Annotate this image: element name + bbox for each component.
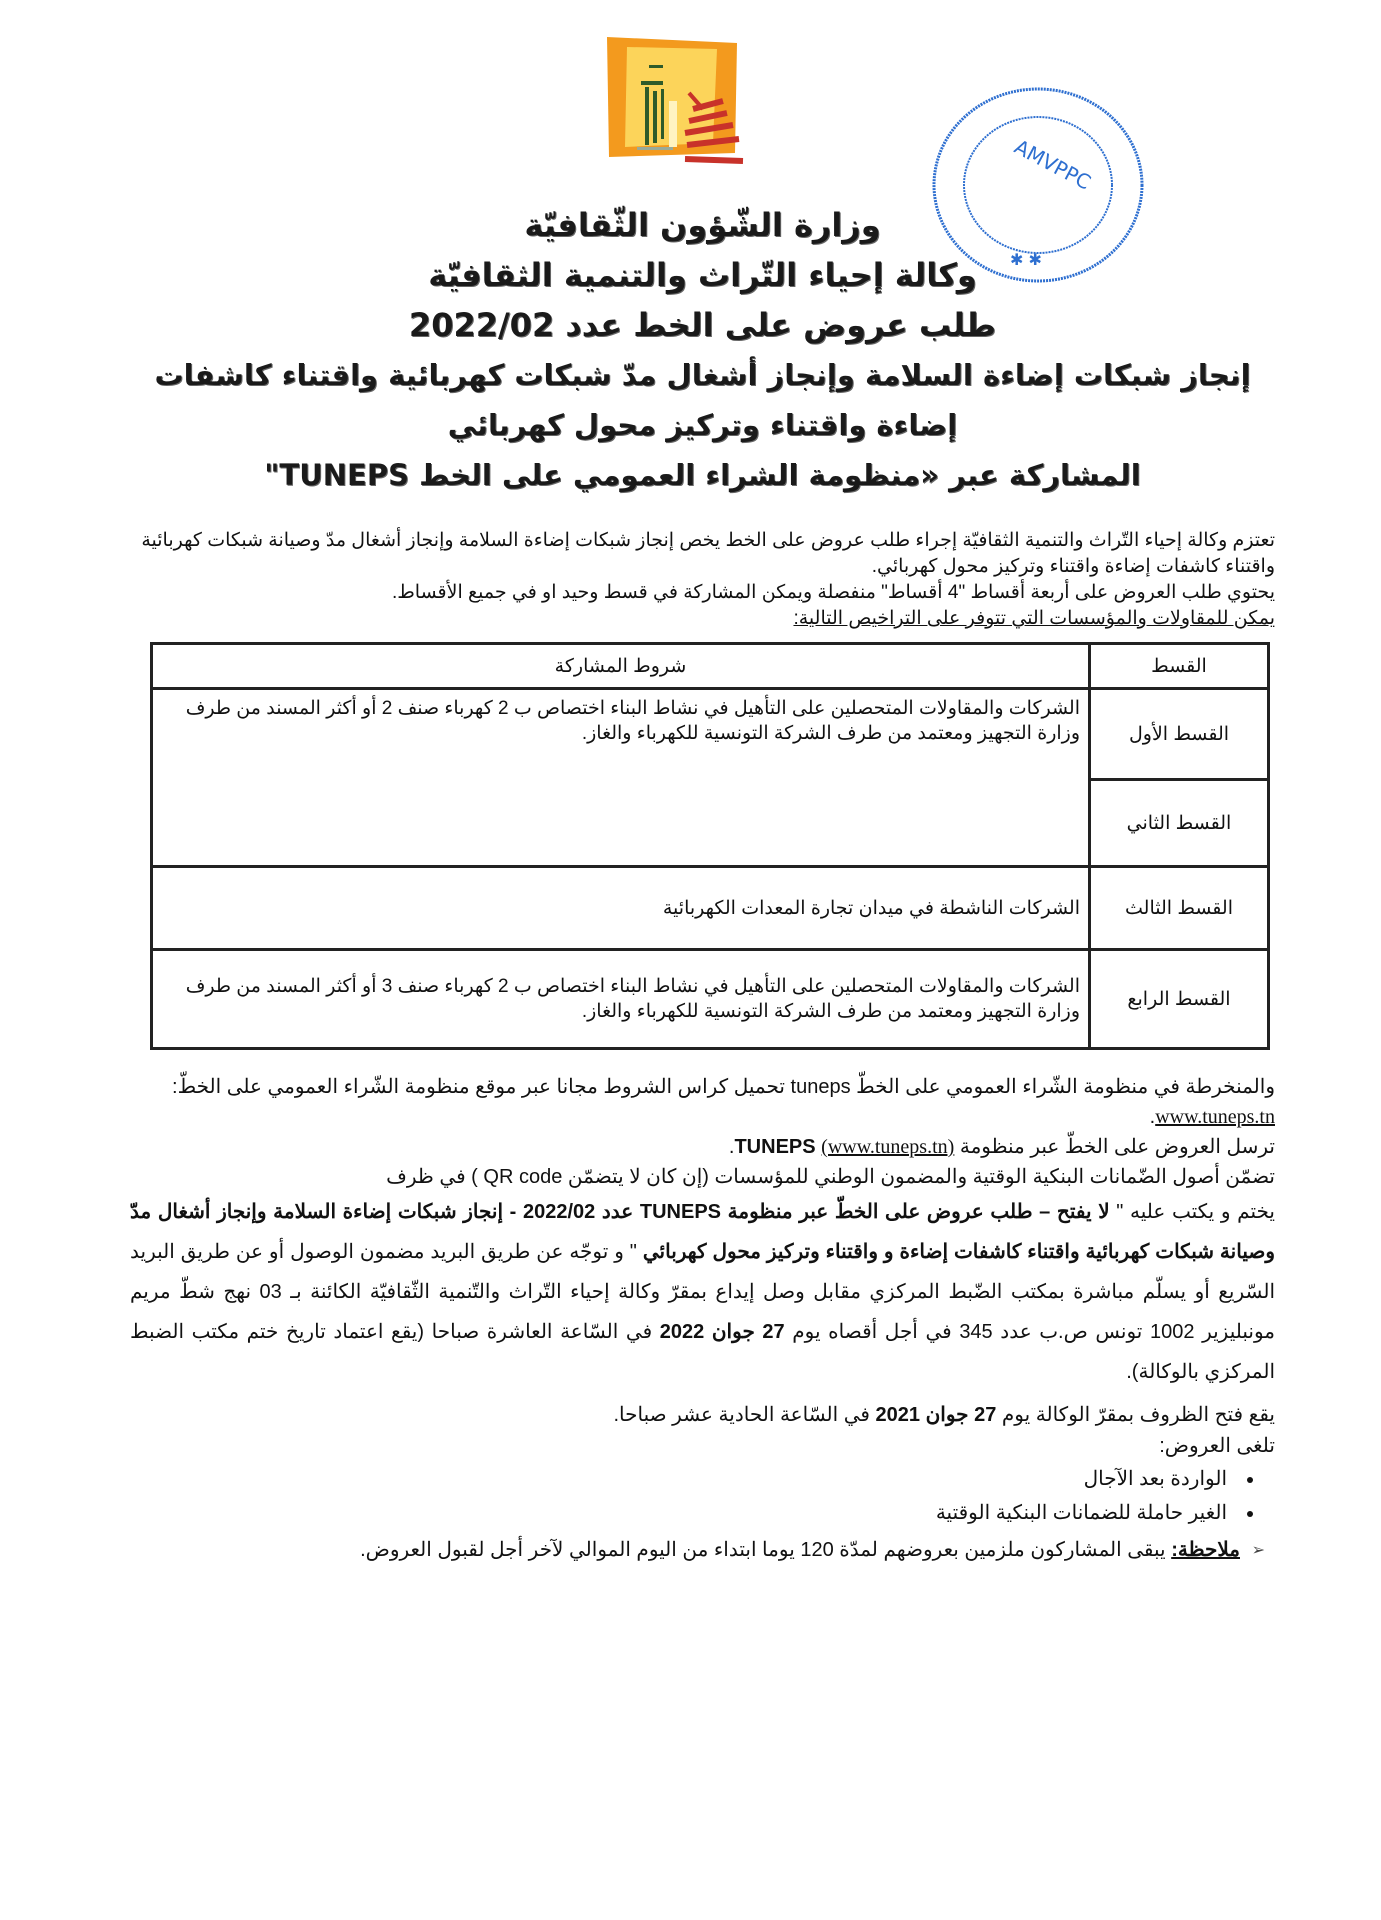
logo-column-line xyxy=(645,87,649,145)
lot-name: القسط الأول xyxy=(1090,689,1269,780)
lots-paragraph: يحتوي طلب العروض على أربعة أقساط "4 أقساط" منفصلة ويمكن المشاركة في قسط وحيد او في جميع الأقساط. xyxy=(391,582,1275,603)
submission-paragraph: ترسل العروض على الخطّ عبر منظومة TUNEPS (www.tuneps.tn). xyxy=(728,1136,1275,1158)
lot-conditions: الشركات والمقاولات المتحصلين على التأهيل في نشاط البناء اختصاص ب 2 كهرباء صنف 2 أو أكثر المسند من طرف وزارة التجهيز ومعتمد من طرف الشركة التونسية للكهرباء والغاز. xyxy=(152,689,1090,867)
ministry-name: وزارة الشّؤون الثّقافيّة xyxy=(524,206,881,244)
submission-text: ترسل العروض على الخطّ عبر منظومة xyxy=(959,1136,1275,1158)
logo-capital xyxy=(641,81,663,85)
arrow-bullet-icon: ➢ xyxy=(1251,1542,1265,1559)
download-section xyxy=(130,1072,1275,1192)
envelope-label: لا يفتح – طلب عروض على الخطّ عبر منظومة TUNEPS عدد 2022/02 - إنجاز شبكات إضاءة السلامة وإنجاز أشغال مدّ وصيانة شبكات كهربائية واقتناء كاشفات إضاءة و واقتناء وتركيز محول كهربائي xyxy=(130,1201,1275,1263)
tender-subject-line2: إضاءة واقتناء وتركيز محول كهربائي xyxy=(447,408,958,442)
download-text-post: تحميل كراس الشروط مجانا عبر موقع منظومة الشّراء العمومي على الخطّ: xyxy=(172,1076,785,1098)
tender-subject-line1: إنجاز شبكات إضاءة السلامة وإنجاز أشغال مدّ شبكات كهربائية واقتناء كاشفات xyxy=(154,358,1251,392)
tuneps-link-2[interactable]: (www.tuneps.tn) xyxy=(821,1136,955,1158)
lot-name: القسط الثالث xyxy=(1090,867,1269,950)
download-text-pre: والمنخرطة في منظومة الشّراء العمومي على الخطّ xyxy=(856,1076,1275,1098)
logo-column-line xyxy=(661,89,664,139)
note-label: ملاحظة: xyxy=(1171,1539,1240,1561)
deadline-date: 27 جوان 2022 xyxy=(659,1321,785,1343)
envelope-text-post: " و توجّه عن طريق البريد مضمون الوصول أو عن طريق البريد السّريع أو يسلّم مباشرة بمكتب الضّبط المركزي مقابل وصل إيداع بمقرّ وكالة إحياء التّراث والتّنمية الثّقافيّة الكائنة بـ 03 نهج شطّ مريم مونبليزير 1002 تونس ص.ب عدد 345 في أجل أقصاه يوم xyxy=(130,1241,1276,1343)
rejected-title: تلغى العروض: xyxy=(1159,1435,1275,1457)
list-item: • الواردة بعد الآجال xyxy=(130,1462,1235,1496)
envelope-paragraph xyxy=(130,1192,1275,1392)
document-body xyxy=(130,200,1275,1566)
tender-title: طلب عروض على الخط عدد 2022/02 xyxy=(408,306,997,344)
note-text: يبقى المشاركون ملزمين بعروضهم لمدّة 120 يوما ابتداء من اليوم الموالي لآخر أجل لقبول العروض. xyxy=(360,1539,1166,1561)
header-lot: القسط xyxy=(1090,644,1269,689)
list-item: • الغير حاملة للضمانات البنكية الوقتية xyxy=(130,1496,1235,1530)
deadline-text: في السّاعة العاشرة صباحا (يقع اعتماد تاريخ ختم مكتب الضبط المركزي بالوكالة). xyxy=(130,1321,1275,1383)
logo-column-highlight xyxy=(669,101,677,147)
table-row xyxy=(152,867,1269,950)
envelope-text-pre: يختم و يكتب عليه " xyxy=(1116,1201,1275,1223)
envelope-section xyxy=(130,1192,1275,1392)
download-paragraph: والمنخرطة في منظومة الشّراء العمومي على الخطّ tuneps تحميل كراس الشروط مجانا عبر موقع منظومة الشّراء العمومي على الخطّ: www.tuneps.tn. xyxy=(172,1076,1275,1128)
table-row xyxy=(152,689,1269,780)
opening-text-post: في السّاعة الحادية عشر صباحا. xyxy=(613,1404,870,1426)
logo-base xyxy=(637,147,673,150)
intro-section xyxy=(130,528,1275,632)
opening-text-pre: يقع فتح الظروف بمقرّ الوكالة يوم xyxy=(1001,1404,1275,1426)
lot-name: القسط الرابع xyxy=(1090,950,1269,1049)
opening-paragraph xyxy=(130,1400,1275,1431)
lot-conditions: الشركات والمقاولات المتحصلين على التأهيل في نشاط البناء اختصاص ب 2 كهرباء صنف 3 أو أكثر المسند من طرف وزارة التجهيز ومعتمد من طرف الشركة التونسية للكهرباء والغاز. xyxy=(152,950,1090,1049)
lot-conditions: الشركات الناشطة في ميدان تجارة المعدات الكهربائية xyxy=(152,867,1090,950)
note-section xyxy=(130,1534,1275,1566)
rejected-list xyxy=(130,1462,1275,1530)
agency-name: وكالة إحياء التّراث والتنمية الثقافيّة xyxy=(428,256,977,294)
lots-table xyxy=(150,642,1270,1050)
table-header-row xyxy=(152,644,1269,689)
agency-logo xyxy=(605,35,745,165)
guarantees-paragraph: تضمّن أصول الضّمانات البنكية الوقتية والمضمون الوطني للمؤسسات (إن كان لا يتضمّن QR code ) في ظرف xyxy=(386,1166,1275,1188)
participation-line: المشاركة عبر «منظومة الشراء العمومي على الخط TUNEPS" xyxy=(264,458,1141,492)
stamp-latin-text: AMVPPC xyxy=(1010,134,1095,195)
logo-capital-top xyxy=(649,65,663,68)
lot-name: القسط الثاني xyxy=(1090,780,1269,867)
stamp-stars: ✱ ✱ xyxy=(1010,250,1042,269)
opening-date: 27 جوان 2021 xyxy=(875,1404,997,1426)
intro-paragraph: تعتزم وكالة إحياء التّراث والتنمية الثقافيّة إجراء طلب عروض على الخط يخص إنجاز شبكات إضاءة السلامة وإنجاز أشغال مدّ وصيانة شبكات كهربائية واقتناء كاشفات إضاءة واقتناء وتركيز محول كهربائي. xyxy=(141,530,1275,577)
logo-column-line xyxy=(653,91,657,143)
tuneps-link[interactable]: www.tuneps.tn xyxy=(1155,1106,1275,1128)
logo-stroke xyxy=(685,159,743,161)
licenses-paragraph: يمكن للمقاولات والمؤسسات التي تتوفر على التراخيص التالية: xyxy=(793,608,1275,629)
tuneps-bold: TUNEPS xyxy=(734,1136,816,1158)
table-row xyxy=(152,950,1269,1049)
tuneps-name: tuneps xyxy=(790,1076,851,1098)
opening-section xyxy=(130,1400,1275,1530)
header-conditions: شروط المشاركة xyxy=(152,644,1090,689)
